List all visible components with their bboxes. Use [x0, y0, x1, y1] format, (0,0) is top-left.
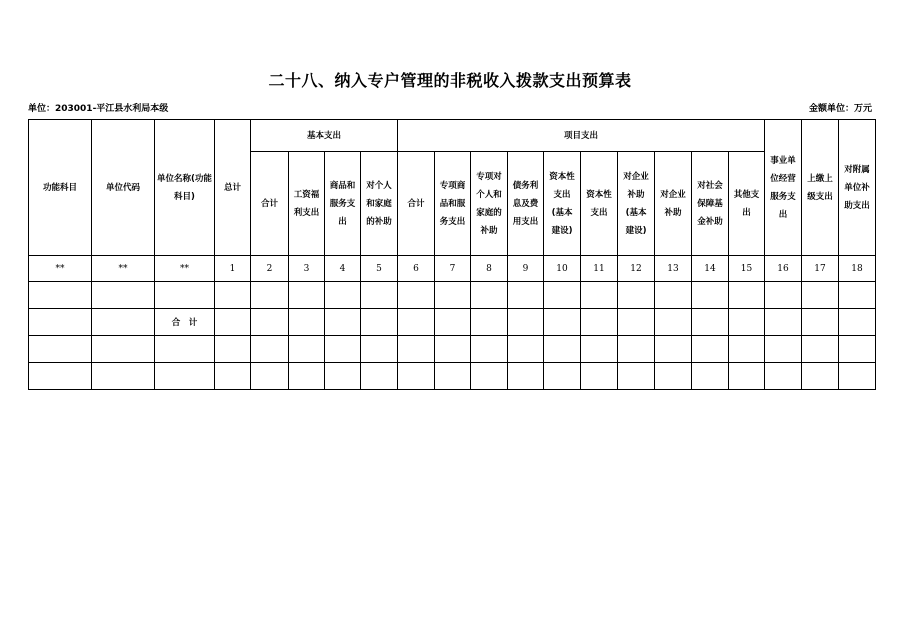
- header-basic-2: [325, 152, 361, 256]
- index-cell: 18: [839, 256, 876, 282]
- data-cell: [839, 282, 876, 309]
- data-cell: [471, 363, 508, 390]
- header-unit-name: [155, 120, 215, 256]
- data-cell: [251, 363, 289, 390]
- data-cell: [581, 282, 618, 309]
- data-cell: [544, 336, 581, 363]
- header-project-0-text: 合计: [407, 198, 425, 209]
- data-cell: [92, 282, 155, 309]
- header-func-subject: 功能科目: [29, 120, 92, 256]
- index-cell: 17: [802, 256, 839, 282]
- data-cell: [435, 363, 471, 390]
- data-cell: [765, 282, 802, 309]
- header-subordinate-text: 对附属单位补助支出: [844, 164, 870, 211]
- sum-label: 合 计: [155, 309, 215, 336]
- data-cell: [251, 309, 289, 336]
- header-project-9-text: 其他支出: [733, 189, 760, 218]
- data-cell: [155, 336, 215, 363]
- index-cell: **: [155, 256, 215, 282]
- header-basic-0: [251, 152, 289, 256]
- data-cell: [471, 282, 508, 309]
- data-cell: [765, 309, 802, 336]
- data-cell: [618, 282, 655, 309]
- data-cell: [92, 336, 155, 363]
- data-cell: [508, 363, 544, 390]
- header-enterprise: [765, 120, 802, 256]
- data-cell: [398, 282, 435, 309]
- index-cell: 9: [508, 256, 544, 282]
- index-cell: 2: [251, 256, 289, 282]
- header-project-0: [398, 152, 435, 256]
- data-cell: [361, 309, 398, 336]
- index-cell: 14: [692, 256, 729, 282]
- index-cell: 12: [618, 256, 655, 282]
- header-basic-1: [289, 152, 325, 256]
- data-cell: [802, 363, 839, 390]
- data-cell: [289, 363, 325, 390]
- header-project-7: [655, 152, 692, 256]
- header-project-8: [692, 152, 729, 256]
- data-cell: [435, 282, 471, 309]
- header-unit-name-text: 单位名称(功能科目): [157, 173, 212, 202]
- data-cell: [361, 363, 398, 390]
- data-cell: [361, 282, 398, 309]
- data-cell: [398, 309, 435, 336]
- data-cell: [289, 282, 325, 309]
- data-cell: [765, 363, 802, 390]
- budget-table: [28, 119, 876, 390]
- data-cell: [508, 282, 544, 309]
- data-cell: [692, 336, 729, 363]
- header-basic-3: [361, 152, 398, 256]
- data-cell: [155, 363, 215, 390]
- data-cell: [325, 363, 361, 390]
- data-cell: [655, 309, 692, 336]
- header-upper: [802, 120, 839, 256]
- data-cell: [544, 282, 581, 309]
- header-project-3-text: 债务利息及费用支出: [512, 180, 539, 227]
- data-cell: [508, 309, 544, 336]
- data-cell: [215, 363, 251, 390]
- header-project-1: [435, 152, 471, 256]
- data-cell: [618, 309, 655, 336]
- header-project-8-text: 对社会保障基金补助: [697, 180, 723, 227]
- data-cell: [655, 336, 692, 363]
- header-basic-group: 基本支出: [251, 120, 398, 152]
- data-cell: [655, 363, 692, 390]
- unit-label: 单位：203001-平江县水利局本级: [28, 104, 169, 114]
- data-cell: [92, 309, 155, 336]
- header-project-5: [581, 152, 618, 256]
- data-cell: [618, 336, 655, 363]
- data-cell: [692, 282, 729, 309]
- header-enterprise-text: 事业单位经营服务支出: [770, 155, 796, 220]
- data-cell: [325, 282, 361, 309]
- header-project-1-text: 专项商品和服务支出: [439, 180, 466, 227]
- data-cell: [29, 363, 92, 390]
- table-row: [29, 336, 876, 363]
- data-cell: [471, 336, 508, 363]
- data-cell: [471, 309, 508, 336]
- data-cell: [802, 309, 839, 336]
- index-cell: 7: [435, 256, 471, 282]
- index-cell: **: [92, 256, 155, 282]
- data-cell: [215, 282, 251, 309]
- data-cell: [325, 336, 361, 363]
- data-cell: [544, 363, 581, 390]
- index-cell: 11: [581, 256, 618, 282]
- data-cell: [215, 309, 251, 336]
- data-cell: [435, 336, 471, 363]
- data-cell: [729, 363, 765, 390]
- data-cell: [398, 336, 435, 363]
- index-cell: 13: [655, 256, 692, 282]
- index-cell: 6: [398, 256, 435, 282]
- amount-unit-label: 金额单位：万元: [808, 104, 872, 114]
- data-cell: [29, 336, 92, 363]
- data-cell: [325, 309, 361, 336]
- data-cell: [839, 309, 876, 336]
- index-cell: 1: [215, 256, 251, 282]
- data-cell: [435, 309, 471, 336]
- data-cell: [839, 363, 876, 390]
- header-basic-3-text: 对个人和家庭的补助: [366, 180, 392, 227]
- table-title: 二十八、纳入专户管理的非税收入拨款支出预算表: [268, 71, 632, 90]
- data-cell: [215, 336, 251, 363]
- data-cell: [289, 309, 325, 336]
- data-cell: [839, 336, 876, 363]
- data-cell: [251, 282, 289, 309]
- header-project-4: [544, 152, 581, 256]
- header-project-2: [471, 152, 508, 256]
- header-project-3: [508, 152, 544, 256]
- data-cell: [581, 309, 618, 336]
- index-cell: 10: [544, 256, 581, 282]
- header-basic-2-text: 商品和服务支出: [329, 180, 356, 227]
- data-cell: [398, 363, 435, 390]
- table-row: [29, 363, 876, 390]
- index-cell: **: [29, 256, 92, 282]
- header-project-5-text: 资本性支出: [586, 189, 612, 218]
- data-cell: [802, 336, 839, 363]
- index-cell: 16: [765, 256, 802, 282]
- data-cell: [802, 282, 839, 309]
- data-cell: [729, 282, 765, 309]
- index-cell: 8: [471, 256, 508, 282]
- index-cell: 3: [289, 256, 325, 282]
- header-basic-1-text: 工资福利支出: [293, 189, 320, 218]
- index-cell: 5: [361, 256, 398, 282]
- data-cell: [581, 363, 618, 390]
- header-project-2-text: 专项对个人和家庭的补助: [476, 171, 502, 236]
- index-row: [29, 256, 876, 282]
- data-cell: [289, 336, 325, 363]
- header-project-6-text: 对企业补助(基本建设): [623, 171, 649, 236]
- header-project-6: [618, 152, 655, 256]
- header-project-9: [729, 152, 765, 256]
- data-cell: [655, 282, 692, 309]
- data-cell: [544, 309, 581, 336]
- header-basic-0-text: 合计: [260, 198, 278, 209]
- data-cell: [29, 309, 92, 336]
- data-cell: [155, 282, 215, 309]
- data-cell: [361, 336, 398, 363]
- table-row-sum: [29, 309, 876, 336]
- data-cell: [92, 363, 155, 390]
- header-project-4-text: 资本性支出(基本建设): [549, 171, 575, 236]
- data-cell: [29, 282, 92, 309]
- header-subordinate: [839, 120, 876, 256]
- data-cell: [508, 336, 544, 363]
- data-cell: [251, 336, 289, 363]
- data-cell: [765, 336, 802, 363]
- header-upper-text: 上缴上级支出: [807, 173, 833, 202]
- data-cell: [692, 363, 729, 390]
- data-cell: [618, 363, 655, 390]
- header-project-group: 项目支出: [398, 120, 765, 152]
- data-cell: [729, 309, 765, 336]
- data-cell: [692, 309, 729, 336]
- data-cell: [581, 336, 618, 363]
- data-cell: [729, 336, 765, 363]
- header-total: 总计: [215, 120, 251, 256]
- table-row: [29, 282, 876, 309]
- header-project-7-text: 对企业补助: [660, 189, 686, 218]
- index-cell: 15: [729, 256, 765, 282]
- header-unit-code: 单位代码: [92, 120, 155, 256]
- index-cell: 4: [325, 256, 361, 282]
